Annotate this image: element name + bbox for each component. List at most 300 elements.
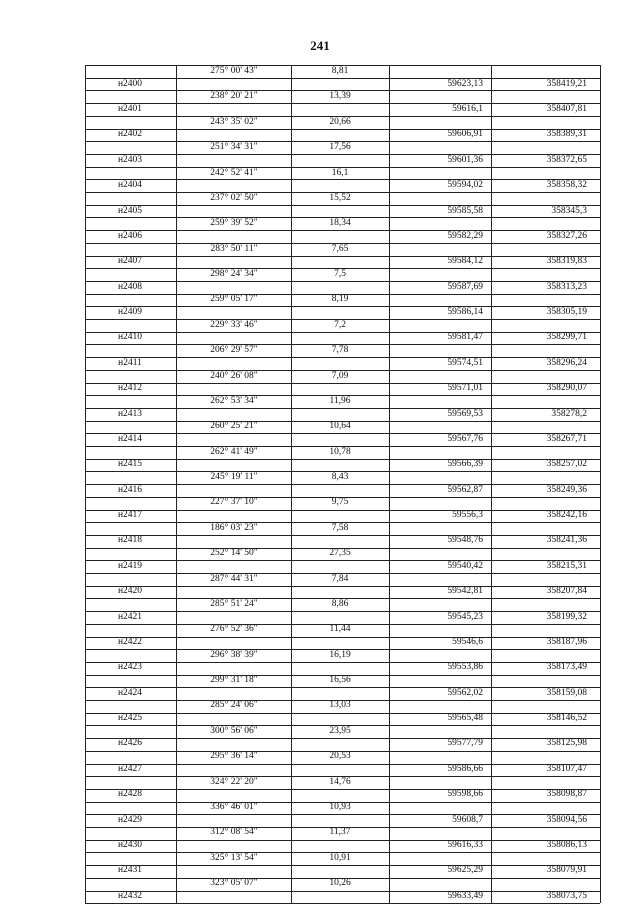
direction-angle-cell bbox=[179, 420, 289, 433]
coordinate-y-cell bbox=[495, 661, 595, 674]
coordinate-y-cell-text bbox=[587, 827, 595, 837]
direction-angle-cell-text: 299° 31' 18" bbox=[210, 675, 258, 685]
page-number: 241 bbox=[310, 38, 330, 53]
table-row bbox=[85, 649, 600, 662]
coordinate-x-cell-text: 59565,48 bbox=[447, 713, 483, 724]
point-name-cell-text: н2422 bbox=[117, 636, 143, 647]
direction-angle-cell-text: 296° 38' 39" bbox=[210, 649, 258, 660]
distance-cell bbox=[291, 395, 389, 408]
point-name-cell bbox=[85, 281, 175, 294]
coordinate-y-cell-text: 358407,81 bbox=[546, 104, 587, 115]
distance-cell bbox=[291, 573, 389, 586]
direction-angle-cell bbox=[179, 788, 289, 801]
distance-cell bbox=[291, 306, 389, 319]
coordinate-x-cell bbox=[391, 598, 491, 611]
coordinate-x-cell bbox=[391, 712, 491, 725]
distance-cell bbox=[291, 420, 389, 433]
coordinate-x-cell bbox=[391, 128, 491, 141]
coordinate-y-cell-text: 358094,56 bbox=[546, 814, 587, 825]
coordinate-x-cell-text bbox=[483, 447, 491, 457]
point-name-cell-text: н2402 bbox=[117, 129, 143, 140]
coordinate-y-cell-text bbox=[587, 802, 595, 812]
coordinate-y-cell bbox=[495, 446, 595, 459]
point-name-cell bbox=[85, 560, 175, 573]
coordinate-y-cell bbox=[495, 636, 595, 649]
coordinate-y-cell bbox=[495, 420, 595, 433]
coordinate-x-cell-text: 59606,91 bbox=[447, 129, 483, 140]
direction-angle-cell bbox=[179, 167, 289, 180]
coordinate-x-cell-text: 59616,1 bbox=[452, 104, 483, 115]
distance-cell bbox=[291, 205, 389, 218]
coordinate-y-cell-text bbox=[587, 700, 595, 710]
table-row bbox=[85, 687, 600, 700]
direction-angle-cell bbox=[179, 103, 289, 116]
point-name-cell-text: н2412 bbox=[117, 383, 143, 394]
point-name-cell bbox=[85, 788, 175, 801]
coordinate-y-cell bbox=[495, 65, 595, 78]
direction-angle-cell-text: 237° 02' 50" bbox=[210, 192, 258, 203]
distance-cell bbox=[291, 636, 389, 649]
coordinate-x-cell bbox=[391, 611, 491, 624]
table-row bbox=[85, 243, 600, 256]
direction-angle-cell bbox=[179, 116, 289, 129]
table-row bbox=[85, 433, 600, 446]
point-name-cell bbox=[85, 217, 175, 230]
coordinate-y-cell-text bbox=[587, 447, 595, 457]
coordinate-y-cell-text: 358146,52 bbox=[546, 713, 587, 724]
coordinate-y-cell-text bbox=[587, 599, 595, 609]
direction-angle-cell bbox=[179, 357, 289, 370]
direction-angle-cell-text: 227° 37' 10" bbox=[210, 497, 258, 508]
direction-angle-cell bbox=[179, 331, 289, 344]
row-divider bbox=[85, 903, 600, 904]
table-row bbox=[85, 674, 600, 687]
point-name-cell bbox=[85, 623, 175, 636]
distance-cell-text: 11,37 bbox=[329, 827, 351, 838]
coordinate-x-cell-text: 59545,23 bbox=[447, 611, 483, 622]
distance-cell bbox=[291, 116, 389, 129]
table-row bbox=[85, 331, 600, 344]
direction-angle-cell bbox=[179, 611, 289, 624]
distance-cell bbox=[291, 534, 389, 547]
distance-cell bbox=[291, 90, 389, 103]
direction-angle-cell bbox=[179, 90, 289, 103]
coordinate-y-cell-text bbox=[587, 548, 595, 558]
distance-cell bbox=[291, 128, 389, 141]
table-row bbox=[85, 179, 600, 192]
direction-angle-cell-text: 325° 13' 54" bbox=[210, 852, 258, 863]
coordinate-y-cell bbox=[495, 776, 595, 789]
distance-cell bbox=[291, 547, 389, 560]
table-row bbox=[85, 661, 600, 674]
table-row bbox=[85, 763, 600, 776]
direction-angle-cell bbox=[179, 750, 289, 763]
coordinate-y-cell-text: 358107,47 bbox=[546, 763, 587, 774]
table-row bbox=[85, 65, 600, 78]
distance-cell bbox=[291, 281, 389, 294]
table-row bbox=[85, 471, 600, 484]
coordinate-x-cell bbox=[391, 814, 491, 827]
point-name-cell bbox=[85, 458, 175, 471]
point-name-cell bbox=[85, 852, 175, 865]
direction-angle-cell bbox=[179, 65, 289, 78]
table-row bbox=[85, 801, 600, 814]
coordinate-x-cell bbox=[391, 826, 491, 839]
coordinate-y-cell-text bbox=[587, 421, 595, 431]
point-name-cell bbox=[85, 154, 175, 167]
distance-cell bbox=[291, 446, 389, 459]
distance-cell bbox=[291, 496, 389, 509]
direction-angle-cell-text: 323° 05' 07" bbox=[210, 878, 258, 888]
coordinate-x-cell bbox=[391, 268, 491, 281]
table-row bbox=[85, 712, 600, 725]
coordinate-y-cell bbox=[495, 103, 595, 116]
coordinate-x-cell-text bbox=[483, 675, 491, 685]
distance-cell bbox=[291, 484, 389, 497]
distance-cell bbox=[291, 737, 389, 750]
coordinate-x-cell-text bbox=[483, 574, 491, 584]
coordinate-y-cell-text: 358419,21 bbox=[546, 78, 587, 89]
coordinate-x-cell-text: 59566,39 bbox=[447, 459, 483, 470]
point-name-cell bbox=[85, 306, 175, 319]
table-row bbox=[85, 484, 600, 497]
coordinate-y-cell-text: 358249,36 bbox=[546, 484, 587, 495]
table-row bbox=[85, 750, 600, 763]
table-row bbox=[85, 725, 600, 738]
table-row bbox=[85, 839, 600, 852]
point-name-cell-text: н2421 bbox=[117, 611, 143, 622]
direction-angle-cell bbox=[179, 433, 289, 446]
point-name-cell-text: н2425 bbox=[117, 713, 143, 724]
distance-cell-text: 27,35 bbox=[329, 548, 351, 559]
coordinate-x-cell bbox=[391, 382, 491, 395]
point-name-cell-text: н2400 bbox=[117, 78, 143, 89]
coordinate-y-cell bbox=[495, 116, 595, 129]
coordinate-y-cell bbox=[495, 255, 595, 268]
table-row bbox=[85, 167, 600, 180]
table-row bbox=[85, 547, 600, 560]
coordinate-x-cell bbox=[391, 623, 491, 636]
coordinate-y-cell bbox=[495, 78, 595, 91]
distance-cell-text: 13,03 bbox=[329, 700, 351, 711]
coordinate-y-cell-text: 358241,36 bbox=[546, 535, 587, 546]
direction-angle-cell bbox=[179, 395, 289, 408]
coordinate-y-cell-text bbox=[587, 624, 595, 634]
coordinate-y-cell bbox=[495, 167, 595, 180]
coordinate-y-cell bbox=[495, 331, 595, 344]
distance-cell bbox=[291, 750, 389, 763]
coordinate-x-cell-text: 59601,36 bbox=[447, 154, 483, 165]
coordinate-x-cell bbox=[391, 243, 491, 256]
direction-angle-cell bbox=[179, 623, 289, 636]
coordinate-y-cell bbox=[495, 522, 595, 535]
distance-cell bbox=[291, 788, 389, 801]
coordinate-y-cell-text bbox=[587, 650, 595, 660]
point-name-cell bbox=[85, 611, 175, 624]
direction-angle-cell bbox=[179, 471, 289, 484]
coordinate-y-cell bbox=[495, 674, 595, 687]
coordinate-y-cell bbox=[495, 319, 595, 332]
point-name-cell bbox=[85, 801, 175, 814]
table-row bbox=[85, 370, 600, 383]
coordinate-y-cell-text: 358125,98 bbox=[546, 738, 587, 749]
coordinate-x-cell bbox=[391, 103, 491, 116]
table-row bbox=[85, 205, 600, 218]
coordinate-x-cell-text: 59616,33 bbox=[447, 839, 483, 850]
direction-angle-cell bbox=[179, 205, 289, 218]
distance-cell bbox=[291, 78, 389, 91]
point-name-cell bbox=[85, 814, 175, 827]
coordinate-x-cell-text bbox=[483, 624, 491, 634]
distance-cell-text: 7,78 bbox=[331, 345, 349, 356]
distance-cell bbox=[291, 661, 389, 674]
coordinate-x-cell bbox=[391, 509, 491, 522]
coordinate-y-cell-text bbox=[587, 371, 595, 381]
point-name-cell-text: н2430 bbox=[117, 839, 143, 850]
point-name-cell-text: н2409 bbox=[117, 307, 143, 318]
coordinate-y-cell bbox=[495, 826, 595, 839]
direction-angle-cell-text: 285° 24' 06" bbox=[210, 700, 258, 711]
coordinate-y-cell bbox=[495, 737, 595, 750]
coordinate-y-cell bbox=[495, 623, 595, 636]
table-row bbox=[85, 598, 600, 611]
point-name-cell bbox=[85, 471, 175, 484]
point-name-cell bbox=[85, 141, 175, 154]
distance-cell-text: 8,86 bbox=[331, 598, 349, 609]
direction-angle-cell bbox=[179, 370, 289, 383]
coordinate-x-cell bbox=[391, 801, 491, 814]
distance-cell-text: 8,19 bbox=[331, 294, 349, 305]
coordinate-x-cell-text: 59608,7 bbox=[452, 814, 483, 825]
table-row bbox=[85, 255, 600, 268]
coordinate-y-cell-text bbox=[587, 91, 595, 101]
direction-angle-cell bbox=[179, 458, 289, 471]
coordinate-y-cell-text bbox=[587, 168, 595, 178]
coordinate-x-cell-text bbox=[483, 472, 491, 482]
table-row bbox=[85, 357, 600, 370]
distance-cell-text: 7,84 bbox=[331, 573, 349, 584]
table-row bbox=[85, 192, 600, 205]
coordinate-y-cell-text: 358079,91 bbox=[546, 865, 587, 876]
distance-cell-text: 9,75 bbox=[331, 497, 349, 508]
coordinate-x-cell bbox=[391, 458, 491, 471]
coordinate-x-cell-text: 59540,42 bbox=[447, 560, 483, 571]
distance-cell bbox=[291, 357, 389, 370]
coordinate-y-cell bbox=[495, 839, 595, 852]
distance-cell bbox=[291, 611, 389, 624]
table-row bbox=[85, 154, 600, 167]
coordinate-x-cell bbox=[391, 205, 491, 218]
point-name-cell-text: н2411 bbox=[118, 357, 142, 368]
coordinate-y-cell-text bbox=[587, 320, 595, 330]
point-name-cell bbox=[85, 725, 175, 738]
coordinate-x-cell-text: 59625,29 bbox=[447, 865, 483, 876]
coordinate-y-cell bbox=[495, 192, 595, 205]
distance-cell-text: 8,81 bbox=[331, 66, 349, 76]
coordinate-y-cell bbox=[495, 496, 595, 509]
direction-angle-cell bbox=[179, 78, 289, 91]
coordinate-x-cell-text bbox=[483, 878, 491, 888]
coordinate-x-cell bbox=[391, 154, 491, 167]
coordinate-y-cell bbox=[495, 243, 595, 256]
distance-cell bbox=[291, 725, 389, 738]
table-row bbox=[85, 496, 600, 509]
distance-cell-text: 16,19 bbox=[329, 649, 351, 660]
point-name-cell-text: н2426 bbox=[117, 738, 143, 749]
table-row bbox=[85, 890, 600, 903]
coordinate-x-cell-text bbox=[483, 117, 491, 127]
distance-cell bbox=[291, 801, 389, 814]
table-row bbox=[85, 623, 600, 636]
coordinate-y-cell bbox=[495, 268, 595, 281]
direction-angle-cell bbox=[179, 725, 289, 738]
distance-cell-text: 7,5 bbox=[334, 269, 346, 279]
coordinate-x-cell-text bbox=[483, 751, 491, 761]
distance-cell bbox=[291, 268, 389, 281]
direction-angle-cell-text: 245° 19' 11" bbox=[210, 472, 258, 482]
coordinate-x-cell bbox=[391, 763, 491, 776]
direction-angle-cell-text: 262° 41' 49" bbox=[210, 446, 258, 457]
point-name-cell bbox=[85, 408, 175, 421]
coordinate-y-cell-text bbox=[587, 777, 595, 787]
coordinate-y-cell-text bbox=[587, 472, 595, 482]
point-name-cell bbox=[85, 712, 175, 725]
coordinate-y-cell bbox=[495, 585, 595, 598]
point-name-cell bbox=[85, 598, 175, 611]
coordinate-x-cell-text: 59571,01 bbox=[447, 383, 483, 394]
coordinate-y-cell-text bbox=[587, 269, 595, 279]
coordinate-y-cell bbox=[495, 560, 595, 573]
point-name-cell bbox=[85, 496, 175, 509]
direction-angle-cell bbox=[179, 560, 289, 573]
point-name-cell bbox=[85, 205, 175, 218]
direction-angle-cell bbox=[179, 382, 289, 395]
coordinate-x-cell-text bbox=[483, 802, 491, 812]
table-row bbox=[85, 611, 600, 624]
coordinate-y-cell-text: 358199,32 bbox=[546, 611, 587, 622]
point-name-cell-text: н2404 bbox=[117, 180, 143, 191]
direction-angle-cell bbox=[179, 243, 289, 256]
coordinate-x-cell bbox=[391, 319, 491, 332]
coordinate-x-cell-text bbox=[483, 827, 491, 837]
table-row bbox=[85, 636, 600, 649]
table-row bbox=[85, 699, 600, 712]
point-name-cell bbox=[85, 103, 175, 116]
distance-cell bbox=[291, 674, 389, 687]
point-name-cell bbox=[85, 687, 175, 700]
coordinate-x-cell-text: 59584,12 bbox=[447, 256, 483, 267]
direction-angle-cell bbox=[179, 128, 289, 141]
coordinate-y-cell bbox=[495, 699, 595, 712]
distance-cell bbox=[291, 192, 389, 205]
table-row bbox=[85, 281, 600, 294]
direction-angle-cell-text: 312° 08' 54" bbox=[210, 827, 258, 838]
point-name-cell-text: н2408 bbox=[117, 281, 143, 292]
point-name-cell-text: н2417 bbox=[117, 510, 143, 521]
point-name-cell-text: н2416 bbox=[117, 484, 143, 495]
coordinate-x-cell bbox=[391, 839, 491, 852]
table-row bbox=[85, 116, 600, 129]
coordinate-y-cell-text: 358257,02 bbox=[546, 459, 587, 470]
coordinate-x-cell bbox=[391, 560, 491, 573]
coordinate-y-cell bbox=[495, 90, 595, 103]
distance-cell bbox=[291, 458, 389, 471]
coordinate-x-cell bbox=[391, 534, 491, 547]
point-name-cell bbox=[85, 699, 175, 712]
coordinate-x-cell bbox=[391, 179, 491, 192]
point-name-cell bbox=[85, 636, 175, 649]
coordinate-y-cell bbox=[495, 484, 595, 497]
coordinate-x-cell-text bbox=[483, 497, 491, 507]
direction-angle-cell bbox=[179, 712, 289, 725]
point-name-cell bbox=[85, 78, 175, 91]
direction-angle-cell-text: 243° 35' 02" bbox=[210, 116, 258, 127]
distance-cell bbox=[291, 712, 389, 725]
coordinate-y-cell-text: 358098,87 bbox=[546, 789, 587, 800]
point-name-cell-text: н2429 bbox=[117, 814, 143, 825]
coordinate-y-cell-text bbox=[587, 853, 595, 863]
coordinate-y-cell bbox=[495, 344, 595, 357]
point-name-cell bbox=[85, 776, 175, 789]
point-name-cell bbox=[85, 344, 175, 357]
distance-cell-text: 20,53 bbox=[329, 751, 351, 762]
coordinate-x-cell-text bbox=[483, 193, 491, 203]
coordinate-x-cell bbox=[391, 750, 491, 763]
point-name-cell-text: н2407 bbox=[117, 256, 143, 267]
coordinate-x-cell bbox=[391, 141, 491, 154]
coordinate-x-cell bbox=[391, 699, 491, 712]
point-name-cell-text: н2406 bbox=[117, 230, 143, 241]
table-row bbox=[85, 877, 600, 890]
direction-angle-cell-text: 251° 34' 31" bbox=[210, 142, 258, 153]
coordinate-y-cell bbox=[495, 534, 595, 547]
distance-cell-text: 23,95 bbox=[329, 725, 351, 736]
point-name-cell bbox=[85, 90, 175, 103]
table-row bbox=[85, 344, 600, 357]
coordinate-y-cell bbox=[495, 547, 595, 560]
direction-angle-cell bbox=[179, 255, 289, 268]
coordinate-y-cell-text bbox=[587, 497, 595, 507]
table-row bbox=[85, 788, 600, 801]
coordinate-y-cell-text: 358173,49 bbox=[546, 662, 587, 673]
coordinate-x-cell bbox=[391, 776, 491, 789]
coordinate-y-cell-text bbox=[587, 218, 595, 228]
coordinate-y-cell-text: 358345,3 bbox=[551, 205, 587, 216]
coordinate-y-cell bbox=[495, 877, 595, 890]
point-name-cell-text: н2413 bbox=[117, 408, 143, 419]
point-name-cell bbox=[85, 522, 175, 535]
table-row bbox=[85, 230, 600, 243]
coordinate-x-cell-text: 59577,79 bbox=[447, 738, 483, 749]
point-name-cell bbox=[85, 192, 175, 205]
coordinate-x-cell bbox=[391, 65, 491, 78]
coordinate-x-cell bbox=[391, 687, 491, 700]
coordinate-y-cell bbox=[495, 128, 595, 141]
coordinate-y-cell-text: 358389,31 bbox=[546, 129, 587, 140]
coordinate-x-cell-text bbox=[483, 853, 491, 863]
direction-angle-cell bbox=[179, 179, 289, 192]
coordinate-x-cell-text bbox=[483, 650, 491, 660]
point-name-cell-text: н2401 bbox=[117, 104, 143, 115]
direction-angle-cell bbox=[179, 776, 289, 789]
direction-angle-cell-text: 229° 33' 46" bbox=[210, 319, 258, 330]
point-name-cell bbox=[85, 167, 175, 180]
direction-angle-cell bbox=[179, 661, 289, 674]
point-name-cell bbox=[85, 255, 175, 268]
table-row bbox=[85, 217, 600, 230]
distance-cell-text: 17,56 bbox=[329, 142, 351, 153]
coordinate-x-cell bbox=[391, 230, 491, 243]
